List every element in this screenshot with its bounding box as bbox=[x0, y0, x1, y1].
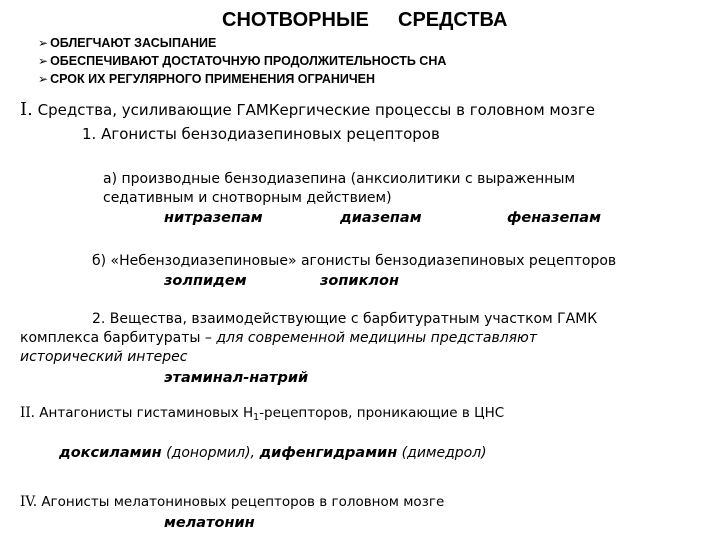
trade-name: (димедрол) bbox=[401, 445, 487, 461]
section-1-heading bbox=[20, 101, 595, 119]
bullet-item: ➢ СРОК ИХ РЕГУЛЯРНОГО ПРИМЕНЕНИЯ ОГРАНИЧЕН bbox=[38, 72, 376, 86]
subsection-2-line2: комплекса барбитураты – для современной медицины представляют bbox=[20, 330, 538, 346]
section-2-heading: II. Антагонисты гистаминовых $H_1$-рецепторов, проникающие в ЦНС bbox=[20, 405, 505, 423]
drug-name: дифенгидрамин bbox=[259, 445, 398, 461]
section-4-heading: IV. Агонисты мелатониновых рецепторов в головном мозге bbox=[20, 494, 445, 510]
title-right: СРЕДСТВА bbox=[398, 9, 508, 31]
item-a-line2: седативным и снотворным действием) bbox=[103, 190, 392, 206]
arrow-bullet-icon: ➢ bbox=[38, 72, 49, 86]
drug-name: диазепам bbox=[340, 210, 422, 226]
subsection-2-line1: 2. Вещества, взаимодействующие с барбитуратным участком ГАМК bbox=[92, 311, 598, 327]
bullet-item: ➢ ОБЛЕГЧАЮТ ЗАСЫПАНИЕ bbox=[38, 36, 217, 50]
drug-name: золпидем bbox=[164, 273, 247, 289]
subsection-1-heading: 1. Агонисты бензодиазепиновых рецепторов bbox=[82, 125, 440, 143]
bullet-item: ➢ ОБЕСПЕЧИВАЮТ ДОСТАТОЧНУЮ ПРОДОЛЖИТЕЛЬНОСТЬ СНА bbox=[38, 54, 447, 68]
section-1-numeral: I. bbox=[20, 99, 33, 120]
section-1-text: Средства, усиливающие ГАМКергические процессы в головном мозге bbox=[37, 101, 596, 119]
drug-name: этаминал-натрий bbox=[164, 370, 309, 386]
trade-name: (донормил), bbox=[166, 445, 256, 461]
section-4-numeral: IV. bbox=[20, 494, 38, 510]
section-2-drugs bbox=[59, 446, 487, 461]
arrow-bullet-icon: ➢ bbox=[38, 54, 49, 68]
drug-name: зопиклон bbox=[320, 273, 400, 289]
drug-name: мелатонин bbox=[164, 515, 255, 531]
item-a-line1: а) производные бензодиазепина (анксиолитики с выраженным bbox=[103, 171, 576, 187]
drug-name: нитразепам bbox=[164, 210, 263, 226]
arrow-bullet-icon: ➢ bbox=[38, 36, 49, 50]
title-left: СНОТВОРНЫЕ bbox=[222, 9, 369, 31]
item-b-text: б) «Небензодиазепиновые» агонисты бензодиазепиновых рецепторов bbox=[92, 253, 617, 269]
subsection-2-line3: исторический интерес bbox=[20, 349, 188, 365]
drug-name: феназепам bbox=[507, 210, 601, 226]
drug-name: доксиламин bbox=[59, 445, 162, 461]
section-2-numeral: II. bbox=[20, 405, 35, 421]
